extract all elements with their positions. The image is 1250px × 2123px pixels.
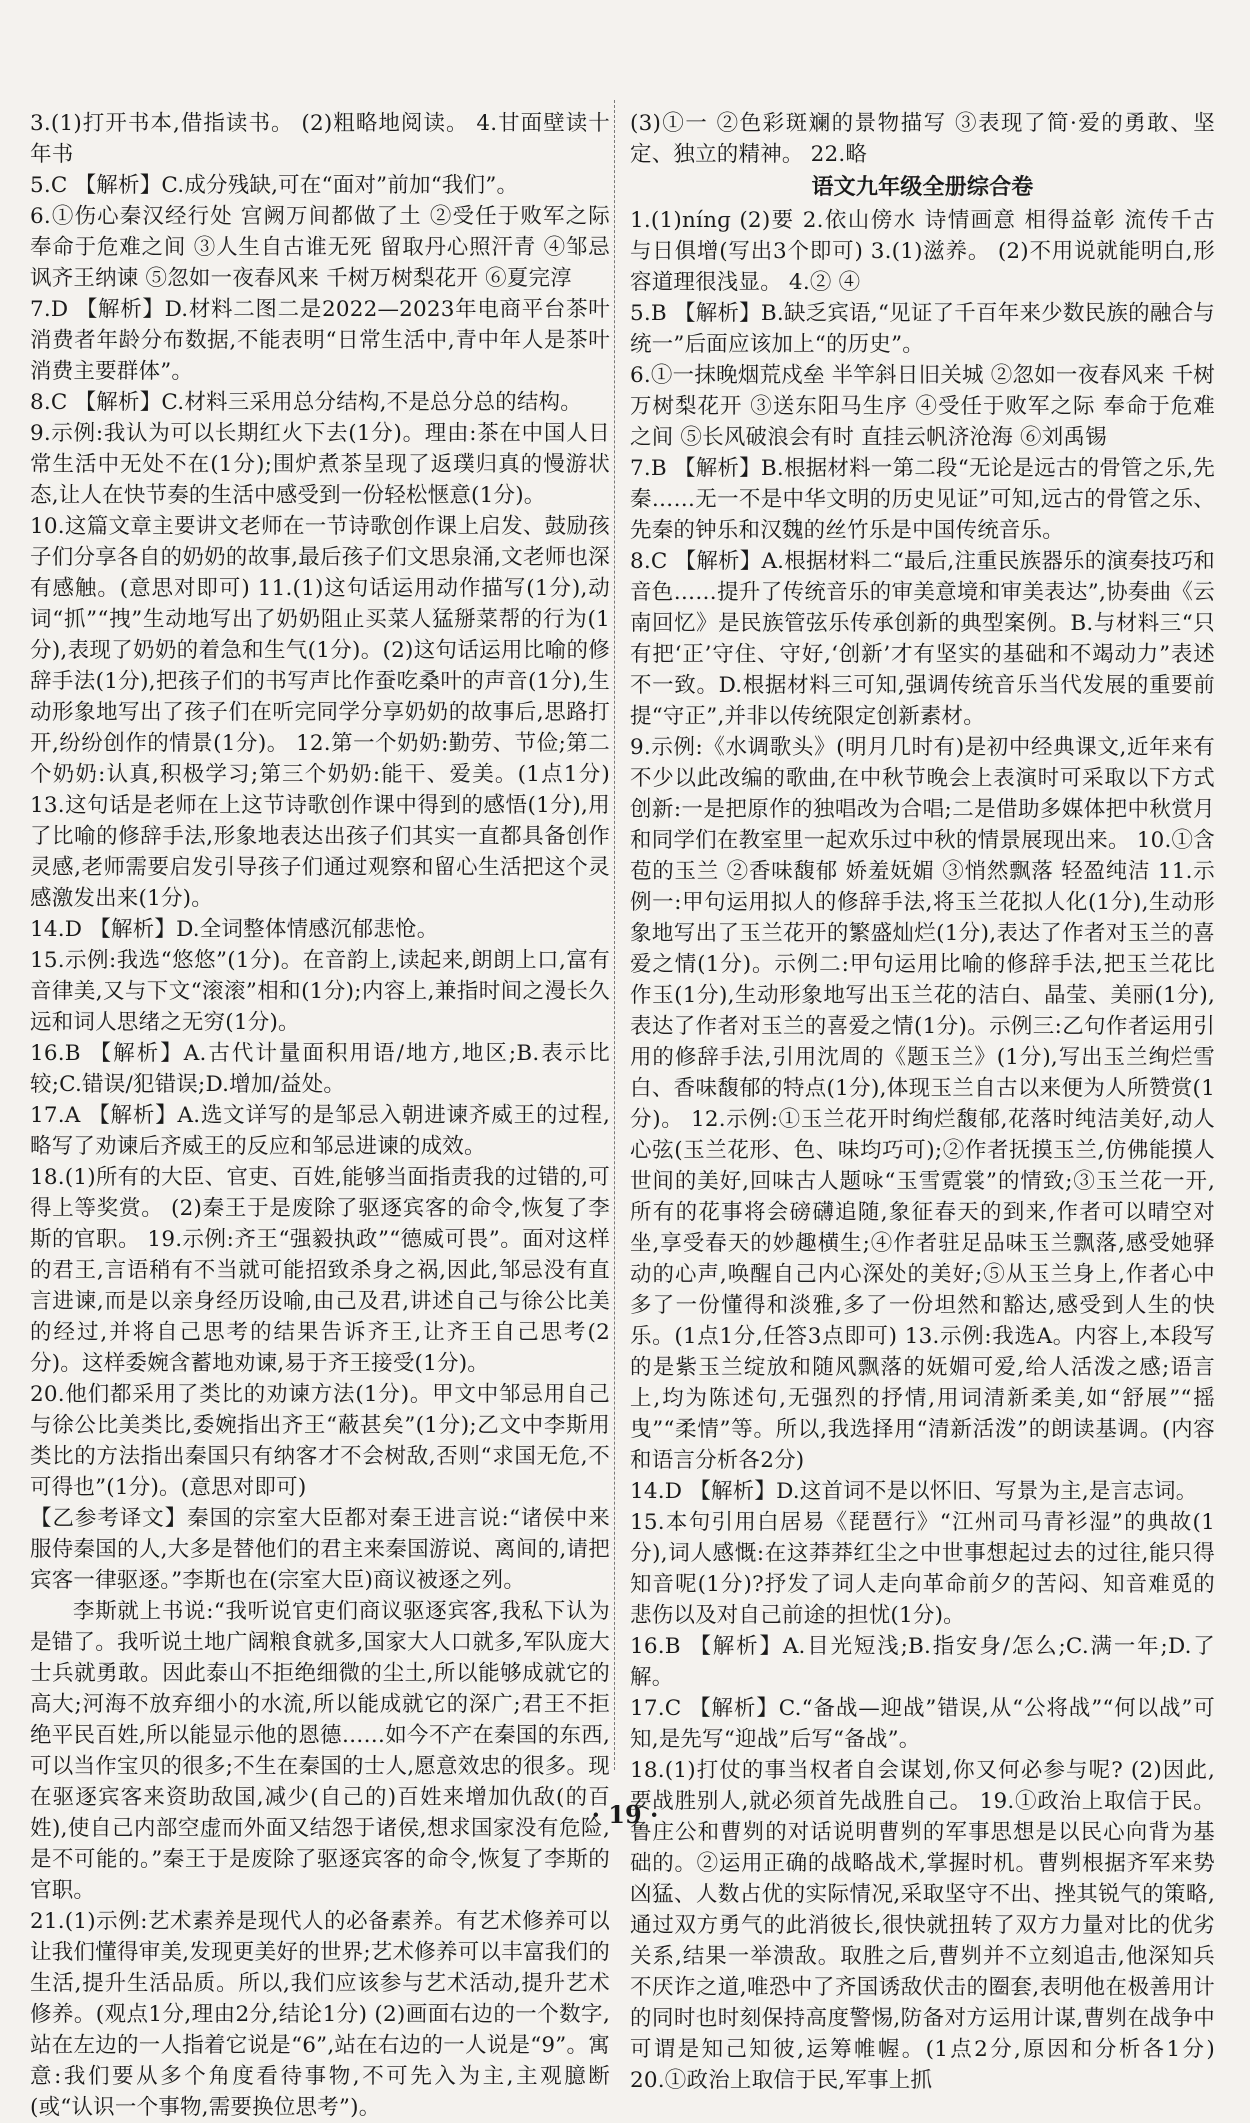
answer-item: 8.C 【解析】A.根据材料二“最后,注重民族器乐的演奏技巧和音色……提升了传统音乐的审美意境和审美表达”,协奏曲《云南回忆》是民族管弦乐传承创新的典型案例。B.与材料三“只有把‘正’守住、守好,‘创新’才有坚实的基础和不竭动力”表述不一致。D.根据材料三可知,强调传统音乐当代发展的重要前提“守正”,并非以传统限定创新素材。 — [630, 549, 1215, 729]
answer-item: 16.B 【解析】A.目光短浅;B.指安身/怎么;C.满一年;D.了解。 — [630, 1634, 1215, 1690]
answer-item: 3.(1)打开书本,借指读书。 (2)粗略地阅读。 4.甘面壁读十年书 — [30, 111, 610, 167]
answer-item: 14.D 【解析】D.这首词不是以怀旧、写景为主,是言志词。 — [630, 1479, 1198, 1504]
answer-item: 18.(1)所有的大臣、官吏、百姓,能够当面指责我的过错的,可得上等奖赏。 (2)秦王于是废除了驱逐宾客的命令,恢复了李斯的官职。 19.示例:齐王“强毅执政”“德威可畏”。面对这样的君王,言语稍有不当就可能招致杀身之祸,因此,邹忌没有直言进谏,而是以亲身经历设喻,由己及君,讲述自己与徐公比美的经过,并将自己思考的结果告诉齐王,让齐王自己思考(2分)。这样委婉含蓄地劝谏,易于齐王接受(1分)。 — [30, 1165, 610, 1376]
column-divider — [614, 100, 615, 1770]
answer-item: 5.C 【解析】C.成分残缺,可在“面对”前加“我们”。 — [30, 173, 519, 198]
answer-item: 9.示例:我认为可以长期红火下去(1分)。理由:茶在中国人日常生活中无处不在(1分);围炉煮茶呈现了返璞归真的慢游状态,让人在快节奏的生活中感受到一份轻松惬意(1分)。 — [30, 421, 610, 508]
answer-item: 李斯就上书说:“我听说官吏们商议驱逐宾客,我私下认为是错了。我听说土地广阔粮食就多,国家大人口就多,军队庞大士兵就勇敢。因此泰山不拒绝细微的尘土,所以能够成就它的高大;河海不放弃细小的水流,所以能成就它的深广;君王不拒绝平民百姓,所以能显示他的恩德……如今不产在秦国的东西,可以当作宝贝的很多;不生在秦国的士人,愿意效忠的很多。现在驱逐宾客来资助敌国,减少(自己的)百姓来增加仇敌(的百姓),使自己内部空虚而外面又结怨于诸侯,想求国家没有危险,是不可能的。”秦王于是废除了驱逐宾客的命令,恢复了李斯的官职。 — [30, 1599, 610, 1903]
page-number: · 19 · — [591, 1800, 659, 1829]
answer-item: 9.示例:《水调歌头》(明月几时有)是初中经典课文,近年来有不少以此改编的歌曲,在中秋节晚会上表演时可采取以下方式创新:一是把原作的独唱改为合唱;二是借助多媒体把中秋赏月和同学们在教室里一起欢乐过中秋的情景展现出来。 10.①含苞的玉兰 ②香味馥郁 娇羞妩媚 ③悄然飘落 轻盈纯洁 11.示例一:甲句运用拟人的修辞手法,将玉兰花拟人化(1分),生动形象地写出了玉兰花开的繁盛灿烂(1分),表达了作者对玉兰的喜爱之情(1分)。示例二:甲句运用比喻的修辞手法,把玉兰花比作玉(1分),生动形象地写出玉兰花的洁白、晶莹、美丽(1分),表达了作者对玉兰的喜爱之情(1分)。示例三:乙句作者运用引用的修辞手法,引用沈周的《题玉兰》(1分),写出玉兰绚烂雪白、香味馥郁的特点(1分),体现玉兰自古以来便为人所赞赏(1分)。 12.示例:①玉兰花开时绚烂馥郁,花落时纯洁美好,动人心弦(玉兰花形、色、味均巧可);②作者抚摸玉兰,仿佛能摸人世间的美好,回味古人题咏“玉雪霓裳”的情致;③玉兰花一开,所有的花事将会磅礴追随,象征春天的到来,作者可以晴空对坐,享受春天的妙趣横生;④作者驻足品味玉兰飘落,感受她驿动的心声,唤醒自己内心深处的美好;⑤从玉兰身上,作者心中多了一份懂得和淡雅,多了一份坦然和豁达,感受到人生的快乐。(1点1分,任答3点即可) 13.示例:我选A。内容上,本段写的是紫玉兰绽放和随风飘落的妩媚可爱,给人活泼之感;语言上,均为陈述句,无强烈的抒情,用词清新柔美,如“舒展”“摇曳”“柔情”等。所以,我选择用“清新活泼”的朗读基调。(内容和语言分析各2分) — [630, 735, 1215, 1473]
answer-item: 10.这篇文章主要讲文老师在一节诗歌创作课上启发、鼓励孩子们分享各自的奶奶的故事,最后孩子们文思泉涌,文老师也深有感触。(意思对即可) 11.(1)这句话运用动作描写(1分),动词“抓”“拽”生动地写出了奶奶阻止买菜人猛掰菜帮的行为(1分),表现了奶奶的着急和生气(1分)。(2)这句话运用比喻的修辞手法(1分),把孩子们的书写声比作蚕吃桑叶的声音(1分),生动形象地写出了孩子们在听完同学分享奶奶的故事后,思路打开,纷纷创作的情景(1分)。 12.第一个奶奶:勤劳、节俭;第二个奶奶:认真,积极学习;第三个奶奶:能干、爱美。(1点1分) 13.这句话是老师在上这节诗歌创作课中得到的感悟(1分),用了比喻的修辞手法,形象地表达出孩子们其实一直都具备创作灵感,老师需要启发引导孩子们通过观察和留心生活把这个灵感激发出来(1分)。 — [30, 514, 610, 911]
answer-item: 14.D 【解析】D.全词整体情感沉郁悲怆。 — [30, 917, 439, 942]
answer-item: 5.B 【解析】B.缺乏宾语,“见证了千百年来少数民族的融合与统一”后面应该加上“的历史”。 — [630, 301, 1215, 357]
answer-item: 6.①一抹晚烟荒戍垒 半竿斜日旧关城 ②忽如一夜春风来 千树万树梨花开 ③送东阳马生序 ④受任于败军之际 奉命于危难之间 ⑤长风破浪会有时 直挂云帆济沧海 ⑥刘禹锡 — [630, 363, 1215, 450]
answer-item: 16.B 【解析】A.古代计量面积用语/地方,地区;B.表示比较;C.错误/犯错误;D.增加/益处。 — [30, 1041, 610, 1097]
answer-item: 18.(1)打仗的事当权者自会谋划,你又何必参与呢? (2)因此,要战胜别人,就必须首先战胜自己。 19.①政治上取信于民。鲁庄公和曹刿的对话说明曹刿的军事思想是以民心向背为基础的。②运用正确的战略战术,掌握时机。曹刿根据齐军来势凶猛、人数占优的实际情况,采取坚守不出、挫其锐气的策略,通过双方勇气的此消彼长,很快就扭转了双方力量对比的优劣关系,结果一举溃敌。取胜之后,曹刿并不立刻追击,他深知兵不厌诈之道,唯恐中了齐国诱敌伏击的圈套,表明他在极善用计的同时也时刻保持高度警惕,防备对方运用计谋,曹刿在战争中可谓是知己知彼,运筹帷幄。(1点2分,原因和分析各1分) 20.①政治上取信于民,军事上抓 — [630, 1758, 1215, 2093]
answer-item: 21.(1)示例:艺术素养是现代人的必备素养。有艺术修养可以让我们懂得审美,发现更美好的世界;艺术修养可以丰富我们的生活,提升生活品质。所以,我们应该参与艺术活动,提升艺术修养。(观点1分,理由2分,结论1分) (2)画面右边的一个数字,站在左边的一人指着它说是“6”,站在右边的一人说是“9”。寓意:我们要从多个角度看待事物,不可先入为主,主观臆断(或“认识一个事物,需要换位思考”)。 — [30, 1909, 610, 2120]
answer-page — [30, 108, 1220, 2120]
section-title: 语文九年级全册综合卷 — [811, 175, 1034, 200]
answer-item: 1.(1)nínɡ (2)要 2.依山傍水 诗情画意 相得益彰 流传千古 与日俱增(写出3个即可) 3.(1)滋养。 (2)不用说就能明白,形容道理很浅显。 4.② ④ — [630, 208, 1215, 295]
answer-item: (3)①一 ②色彩斑斓的景物描写 ③表现了简·爱的勇敢、坚定、独立的精神。 22.略 — [630, 111, 1215, 167]
answer-item: 7.B 【解析】B.根据材料一第二段“无论是远古的骨管之乐,先秦……无一不是中华文明的历史见证”可知,远古的骨管之乐、先秦的钟乐和汉魏的丝竹乐是中国传统音乐。 — [630, 456, 1215, 543]
answer-item: 7.D 【解析】D.材料二图二是2022—2023年电商平台茶叶消费者年龄分布数据,不能表明“日常生活中,青中年人是茶叶消费主要群体”。 — [30, 297, 610, 384]
answer-item: 17.C 【解析】C.“备战—迎战”错误,从“公将战”“何以战”可知,是先写“迎战”后写“备战”。 — [630, 1696, 1215, 1752]
answer-item: 6.①伤心秦汉经行处 宫阙万间都做了土 ②受任于败军之际 奉命于危难之间 ③人生自古谁无死 留取丹心照汗青 ④邹忌讽齐王纳谏 ⑤忽如一夜春风来 千树万树梨花开 ⑥夏完淳 — [30, 204, 610, 291]
right-column — [630, 108, 1215, 2096]
answer-item: 17.A 【解析】A.选文详写的是邹忌入朝进谏齐威王的过程,略写了劝谏后齐威王的反应和邹忌进谏的成效。 — [30, 1103, 610, 1159]
answer-item: 15.本句引用白居易《琵琶行》“江州司马青衫湿”的典故(1分),词人感慨:在这莽莽红尘之中世事想起过去的过往,能只得知音呢(1分)?抒发了词人走向革命前夕的苦闷、知音难觅的悲伤以及对自己前途的担忧(1分)。 — [630, 1510, 1215, 1628]
answer-item: 8.C 【解析】C.材料三采用总分结构,不是总分总的结构。 — [30, 390, 582, 415]
answer-item: 20.他们都采用了类比的劝谏方法(1分)。甲文中邹忌用自己与徐公比美类比,委婉指出齐王“蔽甚矣”(1分);乙文中李斯用类比的方法指出秦国只有纳客才不会树敌,否则“求国无危,不可得也”(1分)。(意思对即可) — [30, 1382, 610, 1500]
answer-item: 15.示例:我选“悠悠”(1分)。在音韵上,读起来,朗朗上口,富有音律美,又与下文“滚滚”相和(1分);内容上,兼指时间之漫长久远和词人思绪之无穷(1分)。 — [30, 948, 610, 1035]
answer-item: 【乙参考译文】秦国的宗室大臣都对秦王进言说:“诸侯中来服侍秦国的人,大多是替他们的君主来秦国游说、离间的,请把宾客一律驱逐。”李斯也在(宗室大臣)商议被逐之列。 — [30, 1506, 610, 1593]
